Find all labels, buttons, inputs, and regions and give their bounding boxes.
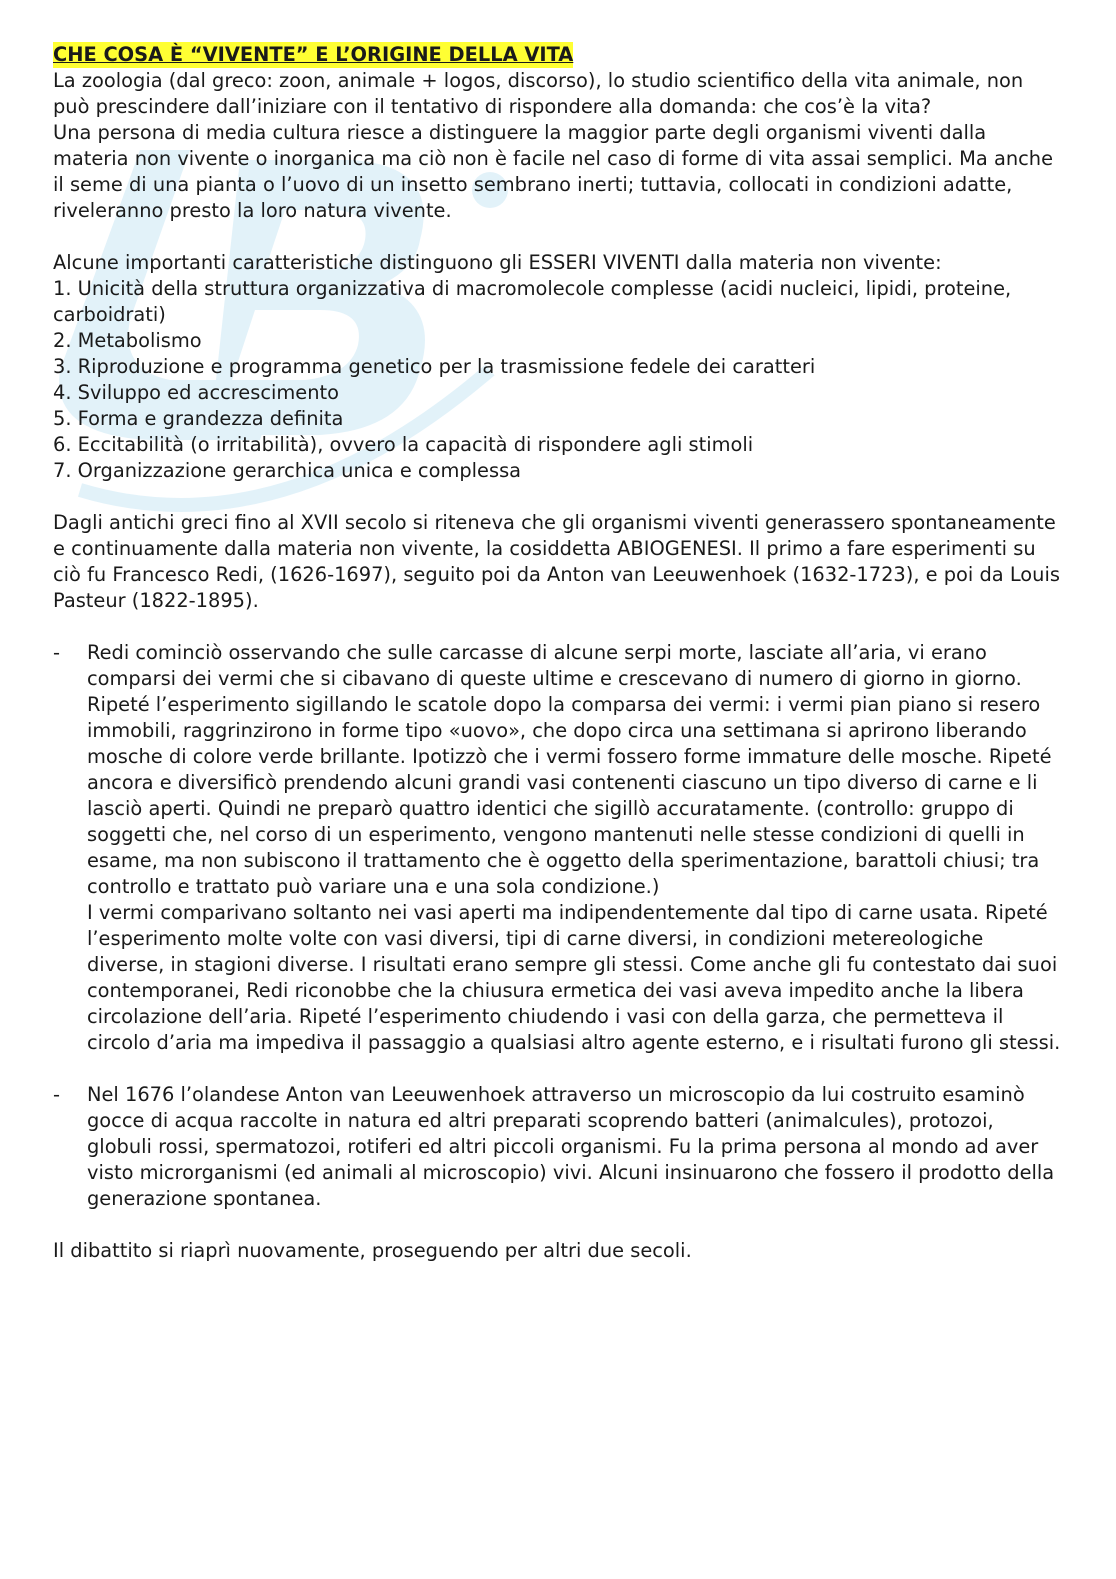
document-page [53, 42, 1063, 1264]
intro-paragraph: La zoologia (dal greco: zoon, animale + logos, discorso), lo studio scientifico della vita animale, non può prescindere dall’iniziare con il tentativo di rispondere alla domanda: che cos’è la vita? [53, 69, 1024, 118]
spacer [53, 484, 1063, 510]
spacer [53, 224, 1063, 250]
intro-paragraph-2a: Una persona di media cultura riesce a distinguere la maggior parte degli organismi viventi dalla [53, 121, 987, 144]
features-lead: Alcune importanti caratteristiche distinguono gli ESSERI VIVENTI dalla materia non vivente: [53, 251, 942, 274]
experiments-list [53, 640, 1063, 1212]
spacer [53, 1212, 1063, 1238]
redi-paragraph-1: Redi cominciò osservando che sulle carcasse di alcune serpi morte, lasciate all’aria, vi erano comparsi dei vermi che si cibavano di queste ultime e crescevano di numero di giorno in giorno. Ripeté l’esperimento sigillando le scatole dopo la comparsa dei vermi: i vermi pian piano si resero immobili, raggrinzirono in forme tipo «uovo», che dopo circa una settimana si aprirono liberando mosche di colore verde brillante. Ipotizzò che i vermi fossero forme immature delle mosche. Ripeté ancora e diversificò prendendo alcuni grandi vasi contenenti ciascuno un tipo diverso di carne e li lasciò aperti. Quindi ne preparò quattro identici che sigillò accuratamente. (controllo: gruppo di soggetti che, nel corso di un esperimento, vengono mantenuti nelle stesse condizioni di quelli in esame, ma non subiscono il trattamento che è oggetto della sperimentazione, barattoli chiusi; tra controllo e trattato può variare una e una sola condizione.) [87, 641, 1052, 898]
closing-paragraph: Il dibattito si riaprì nuovamente, proseguendo per altri due secoli. [53, 1239, 692, 1262]
document-title: CHE COSA È “VIVENTE” E L’ORIGINE DELLA VITA [53, 43, 574, 66]
list-item [53, 640, 1063, 1056]
list-item: 4. Sviluppo ed accrescimento [53, 381, 339, 404]
dash-bullet: - [53, 641, 60, 664]
dash-bullet: - [53, 1083, 60, 1106]
list-item: 2. Metabolismo [53, 329, 202, 352]
list-item: 6. Eccitabilità (o irritabilità), ovvero la capacità di rispondere agli stimoli [53, 433, 754, 456]
list-item: 5. Forma e grandezza definita [53, 407, 344, 430]
list-item: 7. Organizzazione gerarchica unica e complessa [53, 459, 522, 482]
list-item: 3. Riproduzione e programma genetico per la trasmissione fedele dei caratteri [53, 355, 816, 378]
spacer [53, 614, 1063, 640]
list-item [53, 1082, 1063, 1212]
intro-paragraph-2b: materia non vivente o inorganica ma ciò non è facile nel caso di forme di vita assai semplici. Ma anche il seme di una pianta o l’uovo di un insetto sembrano inerti; tuttavia, collocati in condizioni adatte, riveleranno presto la loro natura vivente. [53, 147, 1053, 222]
redi-paragraph-2: I vermi comparivano soltanto nei vasi aperti ma indipendentemente dal tipo di carne usata. Ripeté l’esperimento molte volte con vasi diversi, tipi di carne diversi, in condizioni metereologiche diverse, in stagioni diverse. I risultati erano sempre gli stessi. Come anche gli fu contestato dai suoi contemporanei, Redi riconobbe che la chiusura ermetica dei vasi aveva impedito anche la libera circolazione dell’aria. Ripeté l’esperimento chiudendo i vasi con della garza, che permetteva il circolo d’aria ma impediva il passaggio a qualsiasi altro agente esterno, e i risultati furono gli stessi. [87, 901, 1061, 1054]
abiogenesis-paragraph: Dagli antichi greci fino al XVII secolo si riteneva che gli organismi viventi generassero spontaneamente e continuamente dalla materia non vivente, la cosiddetta ABIOGENESI. Il primo a fare esperimenti su ciò fu Francesco Redi, (1626-1697), seguito poi da Anton van Leeuwenhoek (1632-1723), e poi da Louis Pasteur (1822-1895). [53, 511, 1060, 612]
spacer [53, 1056, 1063, 1082]
leeuwenhoek-paragraph: Nel 1676 l’olandese Anton van Leeuwenhoek attraverso un microscopio da lui costruito esaminò gocce di acqua raccolte in natura ed altri preparati scoprendo batteri (animalcules), protozoi, globuli rossi, spermatozoi, rotiferi ed altri piccoli organismi. Fu la prima persona al mondo ad aver visto microrganismi (ed animali al microscopio) vivi. Alcuni insinuarono che fossero il prodotto della generazione spontanea. [87, 1083, 1055, 1210]
list-item: 1. Unicità della struttura organizzativa di macromolecole complesse (acidi nucleici, lipidi, proteine, carboidrati) [53, 277, 1012, 326]
features-list [53, 276, 1063, 484]
